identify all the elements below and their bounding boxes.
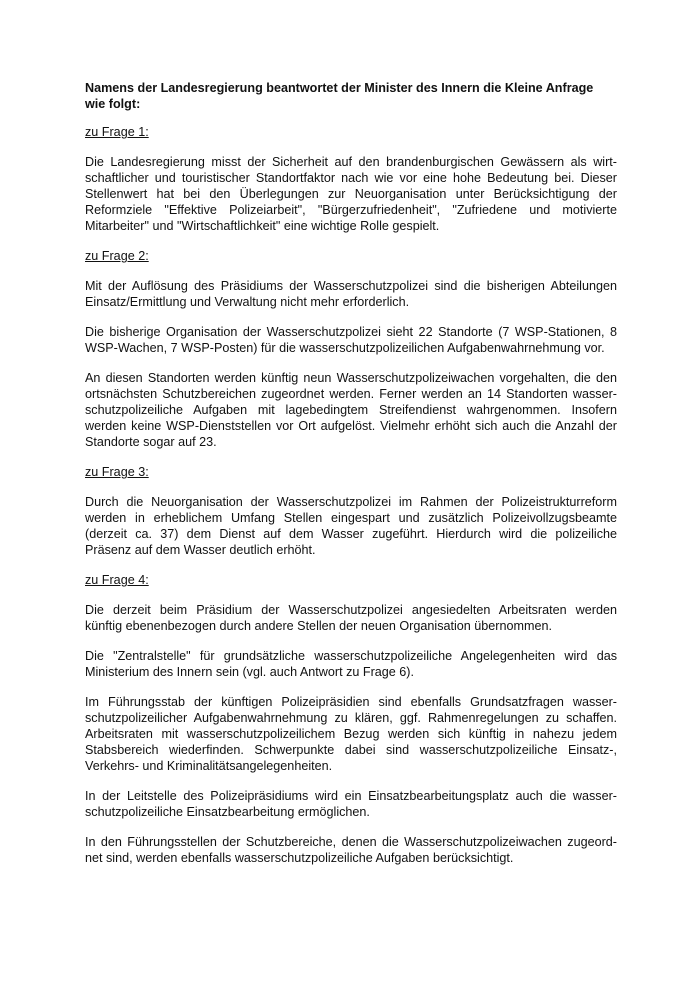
section-frage-4 xyxy=(85,572,617,866)
paragraph-line: Stabsbereich wiederfinden. Schwerpunkte dabei sind wasserschutzpolizeiliche Einsatz-, xyxy=(85,743,617,757)
paragraph xyxy=(85,648,617,680)
section-label: zu Frage 1: xyxy=(85,125,149,139)
section-frage-1 xyxy=(85,124,617,234)
paragraph xyxy=(85,154,617,234)
paragraph-line: Die bisherige Organisation der Wasserschutzpolizei sieht 22 Standorte (7 WSP-Stationen, 8 xyxy=(85,325,617,339)
section-label: zu Frage 4: xyxy=(85,573,149,587)
paragraph-line: In den Führungsstellen der Schutzbereiche, denen die Wasserschutzpolizeiwachen zugeord- xyxy=(85,835,617,849)
paragraph xyxy=(85,602,617,634)
heading-line: wie folgt: xyxy=(85,97,141,111)
paragraph-line: net sind, werden ebenfalls wasserschutzpolizeiliche Aufgaben berücksichtigt. xyxy=(85,851,514,865)
paragraph-line: Mit der Auflösung des Präsidiums der Wasserschutzpolizei sind die bisherigen Abteilungen xyxy=(85,279,617,293)
paragraph-line: schutzpolizeilicher Aufgabenwahrnehmung zu klären, ggf. Rahmenregelungen zu schaffen. xyxy=(85,711,617,725)
paragraph-line: Mitarbeiter" und "Wirtschaftlichkeit" eine wichtige Rolle gespielt. xyxy=(85,219,440,233)
paragraph xyxy=(85,494,617,558)
section-label: zu Frage 2: xyxy=(85,249,149,263)
paragraph xyxy=(85,694,617,774)
paragraph-line: Die derzeit beim Präsidium der Wasserschutzpolizei angesiedelten Arbeitsraten werden xyxy=(85,603,617,617)
paragraph-line: Präsenz auf dem Wasser deutlich erhöht. xyxy=(85,543,316,557)
document-page xyxy=(85,80,617,880)
paragraph-line: Einsatz/Ermittlung und Verwaltung nicht mehr erforderlich. xyxy=(85,295,410,309)
paragraph xyxy=(85,324,617,356)
paragraph xyxy=(85,834,617,866)
paragraph-line: Stellenwert hat bei den Überlegungen zur Neuorganisation unter Berücksichtigung der xyxy=(85,187,617,201)
paragraph-line: werden in erheblichem Umfang Stellen eingespart und zusätzlich Polizeivollzugsbeamte xyxy=(85,511,617,525)
paragraph xyxy=(85,788,617,820)
paragraph xyxy=(85,278,617,310)
paragraph-line: An diesen Standorten werden künftig neun Wasserschutzpolizeiwachen vorgehalten, die den xyxy=(85,371,617,385)
paragraph-line: Standorte sogar auf 23. xyxy=(85,435,217,449)
paragraph-line: WSP-Wachen, 7 WSP-Posten) für die wasserschutzpolizeilichen Aufgabenwahrnehmung vor. xyxy=(85,341,605,355)
paragraph-line: Verkehrs- und Kriminalitätsangelegenheiten. xyxy=(85,759,333,773)
paragraph-line: ortsnächsten Schutzbereichen zugeordnet werden. Ferner werden an 14 Standorten wasser- xyxy=(85,387,617,401)
paragraph-line: Reformziele "Effektive Polizeiarbeit", "Bürgerzufriedenheit", "Zufriedene und motivierte xyxy=(85,203,617,217)
paragraph-line: (derzeit ca. 37) dem Dienst auf dem Wasser zugeführt. Hierdurch wird die polizeiliche xyxy=(85,527,617,541)
paragraph-line: Die Landesregierung misst der Sicherheit auf den brandenburgischen Gewässern als wirt- xyxy=(85,155,617,169)
heading-line: Namens der Landesregierung beantwortet der Minister des Innern die Kleine Anfrage xyxy=(85,81,594,95)
paragraph-line: künftig ebenenbezogen durch andere Stellen der neuen Organisation übernommen. xyxy=(85,619,552,633)
paragraph-line: Die "Zentralstelle" für grundsätzliche wasserschutzpolizeiliche Angelegenheiten wird das xyxy=(85,649,617,663)
paragraph-line: schutzpolizeiliche Einsatzbearbeitung ermöglichen. xyxy=(85,805,370,819)
paragraph xyxy=(85,370,617,450)
section-frage-3 xyxy=(85,464,617,558)
section-frage-2 xyxy=(85,248,617,450)
paragraph-line: schutzpolizeiliche Aufgaben mit lagebedingtem Streifendienst wahrgenommen. Insofern xyxy=(85,403,617,417)
paragraph-line: Ministerium des Innern sein (vgl. auch Antwort zu Frage 6). xyxy=(85,665,414,679)
paragraph-line: Arbeitsraten mit wasserschutzpolizeilichem Bezug werden sich künftig in nahezu jedem xyxy=(85,727,617,741)
paragraph-line: Durch die Neuorganisation der Wasserschutzpolizei im Rahmen der Polizeistrukturreform xyxy=(85,495,617,509)
paragraph-line: schaftlicher und touristischer Standortfaktor nach wie vor eine hohe Bedeutung bei. Dieser xyxy=(85,171,617,185)
paragraph-line: Im Führungsstab der künftigen Polizeipräsidien sind ebenfalls Grundsatzfragen wasser- xyxy=(85,695,617,709)
paragraph-line: werden keine WSP-Dienststellen vor Ort aufgelöst. Vielmehr erhöht sich auch die Anzahl der xyxy=(85,419,617,433)
document-heading xyxy=(85,80,617,112)
section-label: zu Frage 3: xyxy=(85,465,149,479)
paragraph-line: In der Leitstelle des Polizeipräsidiums wird ein Einsatzbearbeitungsplatz auch die wasser- xyxy=(85,789,617,803)
